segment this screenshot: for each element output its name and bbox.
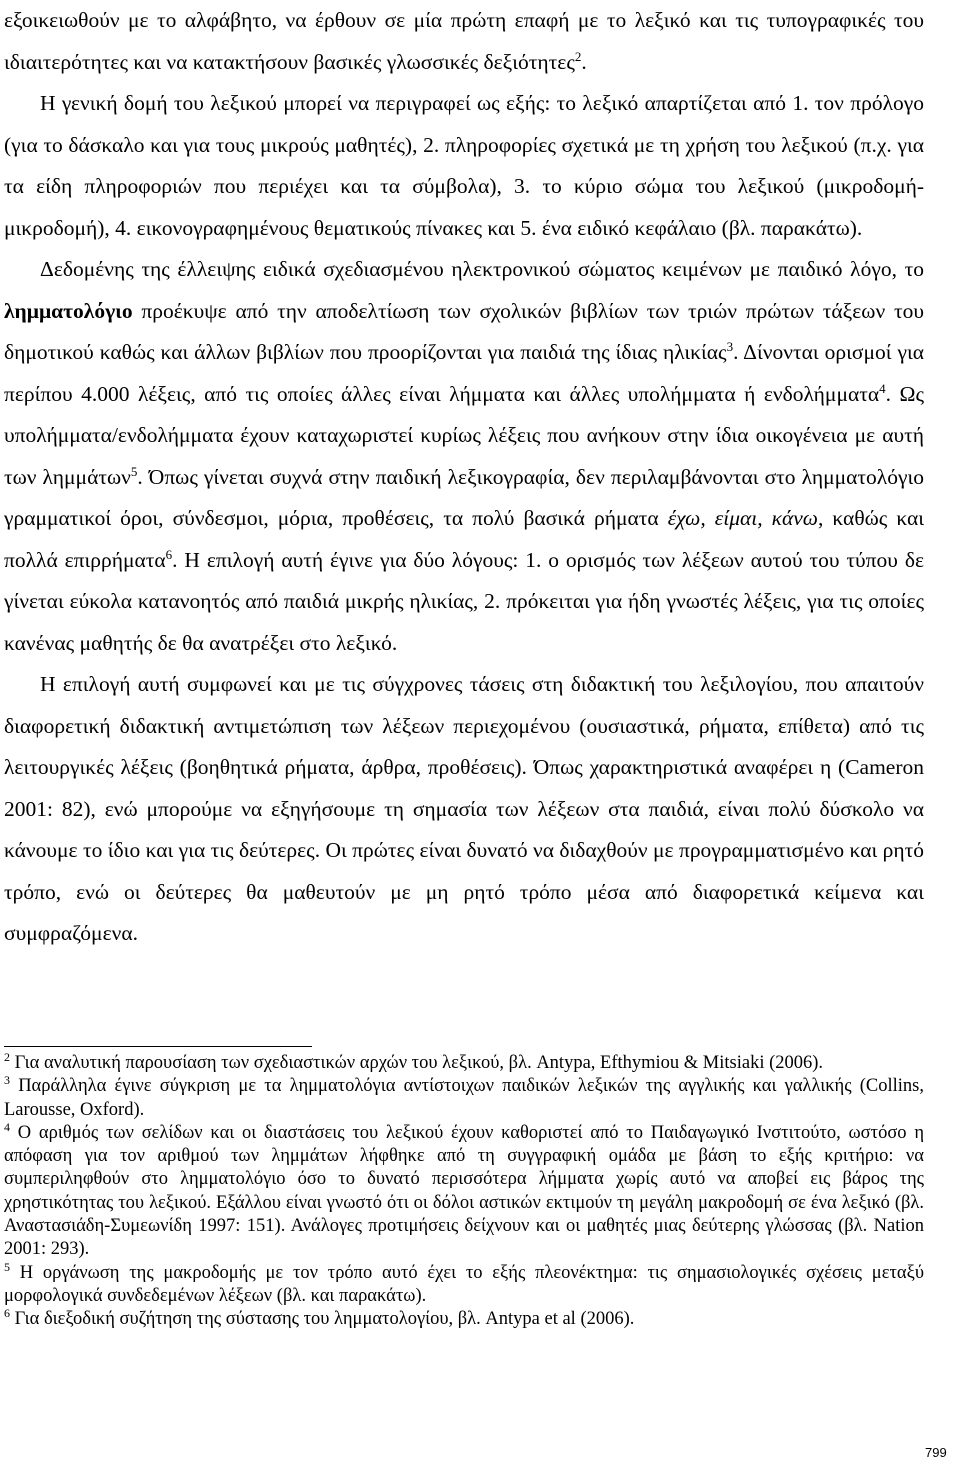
paragraph-3 [4, 249, 924, 664]
paragraph-3-text-g: . Η επιλογή αυτή έγινε για δύο λόγους: 1. ο ορισμός των λέξεων αυτού του τύπου δε γίνεται εύκολα κατανοητός από παιδιά μικρής ηλικίας, 2. πρόκειται για ήδη γνωστές λέξεις, για τις οποίες κανένας μαθητής δε θα ανατρέξει στο λεξικό. [4, 547, 924, 655]
paragraph-1 [4, 0, 924, 83]
footnote-6 [4, 1308, 924, 1331]
page-number: 799 [925, 1445, 947, 1460]
footnote-4 [4, 1119, 924, 1262]
footnote-ref-5[interactable]: 5 [130, 463, 138, 479]
footnote-number: 3 [4, 1073, 10, 1088]
footnote-number: 6 [4, 1306, 10, 1321]
footnote-ref-3[interactable]: 3 [726, 338, 734, 354]
body-text [4, 0, 924, 955]
paragraph-3-text-c: . Δίνονται ορισμοί για περίπου 4.000 λέξεις, από τις οποίες άλλες είναι λήμματα και άλλες υπολήμματα ή ενδολήμματα [4, 340, 924, 406]
footnote-ref-4[interactable]: 4 [879, 380, 886, 396]
footnote-2 [4, 1049, 924, 1075]
footnote-3 [4, 1075, 924, 1122]
footnote-text: Παράλληλα έγινε σύγκριση με τα λημματολόγια αντίστοιχων παιδικών λεξικών της αγγλικής και γαλλικής (Collins, Larousse, Oxford). [4, 1076, 924, 1120]
footnote-ref-2[interactable]: 2 [574, 48, 582, 64]
footnote-5 [4, 1259, 924, 1309]
italic-verbs: έχω, είμαι, κάνω [667, 506, 818, 530]
footnote-text: Ο αριθμός των σελίδων και οι διαστάσεις του λεξικού έχουν καθοριστεί από το Παιδαγωγικό Ινστιτούτο, ωστόσο η απόφαση για τον αριθμού των λημμάτων λήφθηκε από τη συγγραφική ομάδα με βάση το εξής κριτήριο: να συμπεριληφθούν στο λημματολόγιο όσο το δυνατό περισσότερα λήμματα χωρίς αυτό να αποβεί εις βάρος της χρηστικότητας του λεξικού. Εξάλλου είναι γνωστό ότι οι δόλοι αστικών εκτιμούν τη μεγάλη μακροδομή σε ένα λεξικό (βλ. Αναστασιάδη-Συμεωνίδη 1997: 151). Ανάλογες προτιμήσεις δείχνουν και οι μαθητές μιας δεύτερης γλώσσας (βλ. Nation 2001: 293). [4, 1122, 924, 1260]
footnote-ref-6[interactable]: 6 [165, 546, 173, 562]
footnote-number: 4 [4, 1119, 10, 1134]
footnote-number: 2 [4, 1049, 10, 1064]
footnote-separator [4, 1046, 312, 1047]
footnote-text: Η οργάνωση της μακροδομής με τον τρόπο αυτό έχει το εξής πλεονέκτημα: τις σημασιολογικές σχέσεις μεταξύ μορφολογικά συνδεδεμένων λέξεων (βλ. και παρακάτω). [4, 1262, 924, 1306]
paragraph-1-text: εξοικειωθούν με το αλφάβητο, να έρθουν σε μία πρώτη επαφή με το λεξικό και τις τυπογραφικές του ιδιαιτερότητες και να κατακτήσουν βασικές γλωσσικές δεξιότητες [4, 8, 924, 74]
paragraph-3-text-d: . Ως υπολήμματα/ενδολήμματα έχουν καταχωριστεί κυρίως λέξεις που ανήκουν στην ίδια οικογένεια με αυτή των λημμάτων [4, 381, 924, 489]
paragraph-2: Η γενική δομή του λεξικού μπορεί να περιγραφεί ως εξής: το λεξικό απαρτίζεται από 1. τον πρόλογο (για το δάσκαλο και για τους μικρούς μαθητές), 2. πληροφορίες σχετικά με τη χρήση του λεξικού (π.χ. για τα είδη πληροφοριών που περιέχει και τα σύμβολα), 3. το κύριο σώμα του λεξικού (μικροδομή-μικροδομή), 4. εικονογραφημένους θεματικούς πίνακες και 5. ένα ειδικό κεφάλαιο (βλ. παρακάτω). [4, 91, 924, 240]
footnote-text: Για αναλυτική παρουσίαση των σχεδιαστικών αρχών του λεξικού, βλ. Antypa, Efthymiou & Mitsiaki (2006). [10, 1053, 824, 1073]
footnote-text: Για διεξοδική συζήτηση της σύστασης του λημματολογίου, βλ. Antypa et al (2006). [10, 1309, 635, 1330]
paragraph-3-text-f: , καθώς και πολλά επιρρήματα [4, 506, 925, 572]
paragraph-1-end: . [581, 49, 587, 74]
paragraph-4: Η επιλογή αυτή συμφωνεί και με τις σύγχρονες τάσεις στη διδακτική του λεξιλογίου, που απαιτούν διαφορετική διδακτική αντιμετώπιση των λέξεων περιεχομένου (ουσιαστικά, ρήματα, επίθετα) από τις λειτουργικές λέξεις (βοηθητικά ρήματα, άρθρα, προθέσεις). Όπως χαρακτηριστικά αναφέρει η (Cameron 2001: 82), ενώ μπορούμε να εξηγήσουμε τη σημασία των λέξεων στα παιδιά, είναι πολύ δύσκολο να κάνουμε το ίδιο και για τις δεύτερες. Οι πρώτες είναι δυνατό να διδαχθούν με προγραμματισμένο και ρητό τρόπο, ενώ οι δεύτερες θα μαθευτούν με μη ρητό τρόπο μέσα από διαφορετικά κείμενα και συμφραζόμενα. [4, 672, 924, 945]
footnotes [4, 1049, 924, 1332]
paragraph-3-text-a: Δεδομένης της έλλειψης ειδικά σχεδιασμένου ηλεκτρονικού σώματος κειμένων με παιδικό λόγο, το [40, 257, 924, 281]
bold-term: λημματολόγιο [4, 298, 133, 323]
paragraph-3-text-e: . Όπως γίνεται συχνά στην παιδική λεξικογραφία, δεν περιλαμβάνονται στο λημματολόγιο γραμματικοί όροι, σύνδεσμοι, μόρια, προθέσεις, τα πολύ βασικά ρήματα [4, 464, 924, 530]
paragraph-3-text-b: προέκυψε από την αποδελτίωση των σχολικών βιβλίων των τριών πρώτων τάξεων του δημοτικού καθώς και άλλων βιβλίων που προορίζονται για παιδιά της ίδιας ηλικίας [4, 298, 924, 364]
footnote-number: 5 [4, 1259, 10, 1274]
